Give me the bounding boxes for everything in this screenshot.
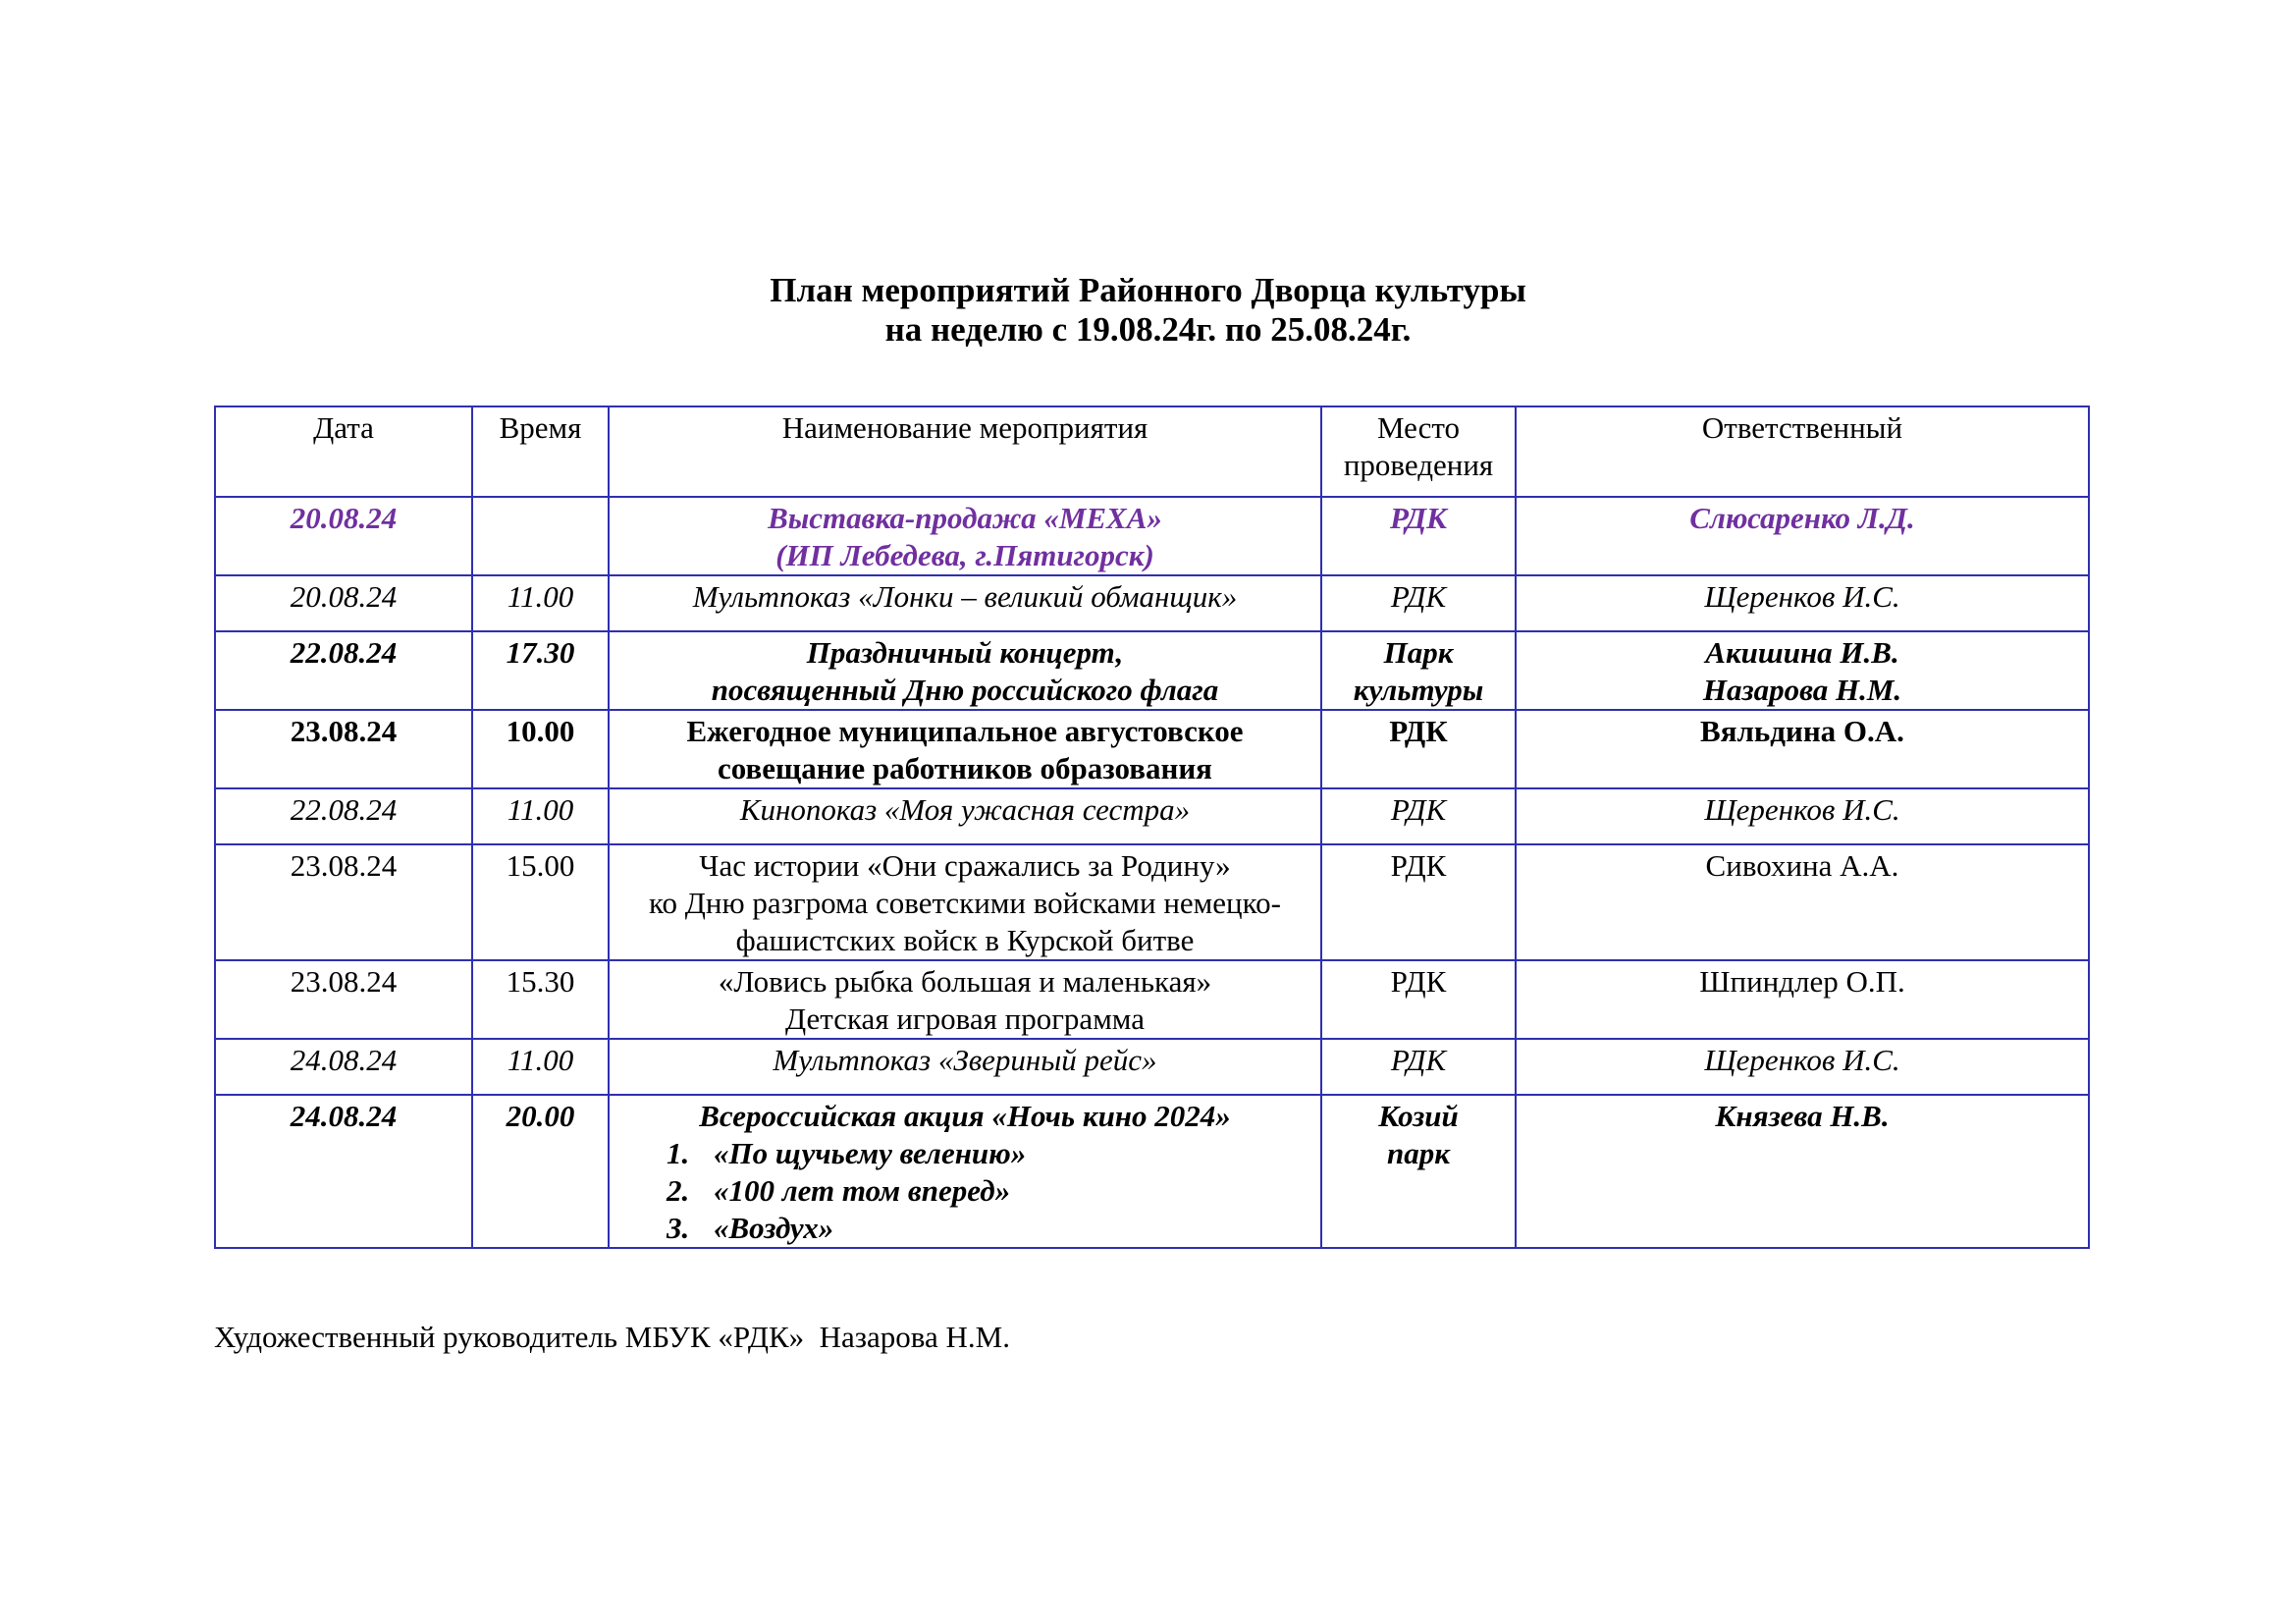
cell-event-name-line: ко Дню разгрома советскими войсками немецко- bbox=[649, 886, 1281, 920]
cell-time: 20.00 bbox=[472, 1095, 609, 1248]
cell-event-name-line: Ежегодное муниципальное августовское bbox=[686, 714, 1244, 748]
cell-responsible-line: Слюсаренко Л.Д. bbox=[1689, 501, 1915, 535]
cell-place-line: Козий bbox=[1378, 1099, 1459, 1133]
cell-date: 22.08.24 bbox=[215, 631, 472, 710]
cell-event-name-line: совещание работников образования bbox=[718, 751, 1212, 785]
cell-responsible-line: Щеренков И.С. bbox=[1704, 792, 1900, 827]
footer-signature: Художественный руководитель МБУК «РДК» Назарова Н.М. bbox=[214, 1320, 1010, 1354]
header-responsible: Ответственный bbox=[1516, 406, 2089, 497]
cell-place-line: Парк bbox=[1383, 635, 1454, 670]
cell-event-name-line: Мультпоказ «Лонки – великий обманщик» bbox=[692, 579, 1238, 614]
cell-place bbox=[1321, 497, 1516, 575]
cell-event-name bbox=[609, 575, 1321, 631]
cell-place-line: РДК bbox=[1389, 714, 1448, 748]
cell-responsible bbox=[1516, 1095, 2089, 1248]
header-place bbox=[1321, 406, 1516, 497]
cell-date: 24.08.24 bbox=[215, 1095, 472, 1248]
cell-responsible bbox=[1516, 631, 2089, 710]
cell-place-line: РДК bbox=[1389, 501, 1448, 535]
cell-event-name-line: Всероссийская акция «Ночь кино 2024» bbox=[699, 1099, 1231, 1133]
cell-responsible-line: Акишина И.В. bbox=[1705, 635, 1899, 670]
cell-date: 23.08.24 bbox=[215, 844, 472, 960]
list-item-text: «100 лет том вперед» bbox=[714, 1173, 1011, 1208]
cell-time bbox=[472, 497, 609, 575]
cell-responsible-line: Князева Н.В. bbox=[1715, 1099, 1890, 1133]
cell-responsible-line: Вяльдина О.А. bbox=[1700, 714, 1904, 748]
cell-event-name bbox=[609, 1095, 1321, 1248]
cell-place-line: РДК bbox=[1390, 792, 1447, 827]
cell-responsible bbox=[1516, 710, 2089, 788]
cell-event-name bbox=[609, 497, 1321, 575]
cell-time: 11.00 bbox=[472, 788, 609, 844]
list-item bbox=[615, 1135, 1314, 1172]
cell-event-name bbox=[609, 788, 1321, 844]
cell-place bbox=[1321, 1039, 1516, 1095]
cell-time: 11.00 bbox=[472, 1039, 609, 1095]
cell-responsible bbox=[1516, 844, 2089, 960]
cell-event-name-line: Мультпоказ «Звериный рейс» bbox=[773, 1043, 1157, 1077]
list-item-number: 1. bbox=[667, 1136, 690, 1170]
cell-event-name bbox=[609, 710, 1321, 788]
cell-event-name-line: Детская игровая программа bbox=[785, 1001, 1145, 1036]
cell-responsible bbox=[1516, 1039, 2089, 1095]
table-row bbox=[215, 788, 2089, 844]
events-table bbox=[214, 406, 2090, 1249]
header-time: Время bbox=[472, 406, 609, 497]
table-row bbox=[215, 1095, 2089, 1248]
cell-place bbox=[1321, 575, 1516, 631]
cell-event-name-line: Кинопоказ «Моя ужасная сестра» bbox=[739, 792, 1191, 827]
cell-event-name-line: фашистских войск в Курской битве bbox=[735, 923, 1195, 957]
cell-place-line: культуры bbox=[1353, 673, 1484, 707]
cell-responsible-line: Сивохина А.А. bbox=[1705, 848, 1899, 883]
table-row bbox=[215, 575, 2089, 631]
header-place-line-2: проведения bbox=[1343, 448, 1494, 482]
cell-place-line: РДК bbox=[1390, 848, 1447, 883]
cell-responsible bbox=[1516, 575, 2089, 631]
list-item-number: 3. bbox=[667, 1211, 690, 1245]
list-item-text: «Воздух» bbox=[714, 1211, 834, 1245]
list-item-text: «По щучьему велению» bbox=[714, 1136, 1027, 1170]
cell-place-line: РДК bbox=[1390, 964, 1447, 999]
header-row bbox=[215, 406, 2089, 497]
cell-event-name-line: (ИП Лебедева, г.Пятигорск) bbox=[775, 538, 1154, 572]
table-row bbox=[215, 844, 2089, 960]
table-row bbox=[215, 1039, 2089, 1095]
cell-date: 24.08.24 bbox=[215, 1039, 472, 1095]
cell-date: 20.08.24 bbox=[215, 497, 472, 575]
cell-place bbox=[1321, 960, 1516, 1039]
cell-responsible bbox=[1516, 788, 2089, 844]
cell-date: 22.08.24 bbox=[215, 788, 472, 844]
list-item bbox=[615, 1210, 1314, 1247]
cell-date: 23.08.24 bbox=[215, 960, 472, 1039]
cell-place bbox=[1321, 1095, 1516, 1248]
table-row bbox=[215, 960, 2089, 1039]
cell-date: 23.08.24 bbox=[215, 710, 472, 788]
list-item bbox=[615, 1172, 1314, 1210]
cell-event-name bbox=[609, 1039, 1321, 1095]
cell-time: 10.00 bbox=[472, 710, 609, 788]
cell-responsible bbox=[1516, 960, 2089, 1039]
cell-place bbox=[1321, 844, 1516, 960]
cell-time: 15.30 bbox=[472, 960, 609, 1039]
cell-responsible-line: Шпиндлер О.П. bbox=[1699, 964, 1905, 999]
cell-place-line: парк bbox=[1387, 1136, 1450, 1170]
cell-place bbox=[1321, 710, 1516, 788]
list-item-number: 2. bbox=[667, 1173, 690, 1208]
cell-event-name-line: Праздничный концерт, bbox=[806, 635, 1124, 670]
cell-time: 17.30 bbox=[472, 631, 609, 710]
cell-event-name-line: Час истории «Они сражались за Родину» bbox=[699, 848, 1231, 883]
cell-place-line: РДК bbox=[1390, 1043, 1447, 1077]
cell-event-name bbox=[609, 844, 1321, 960]
cell-date: 20.08.24 bbox=[215, 575, 472, 631]
cell-time: 15.00 bbox=[472, 844, 609, 960]
header-date: Дата bbox=[215, 406, 472, 497]
cell-time: 11.00 bbox=[472, 575, 609, 631]
cell-event-name-line: Выставка-продажа «МЕХА» bbox=[768, 501, 1162, 535]
cell-responsible-line: Щеренков И.С. bbox=[1704, 579, 1900, 614]
table-row bbox=[215, 631, 2089, 710]
cell-place bbox=[1321, 788, 1516, 844]
header-name: Наименование мероприятия bbox=[609, 406, 1321, 497]
cell-event-name bbox=[609, 960, 1321, 1039]
cell-responsible bbox=[1516, 497, 2089, 575]
table-row bbox=[215, 710, 2089, 788]
table-row bbox=[215, 497, 2089, 575]
cell-event-name bbox=[609, 631, 1321, 710]
document-title bbox=[0, 271, 2296, 350]
cell-responsible-line: Назарова Н.М. bbox=[1702, 673, 1902, 707]
cell-place-line: РДК bbox=[1390, 579, 1447, 614]
cell-event-name-line: посвященный Дню российского флага bbox=[711, 673, 1219, 707]
title-line-2: на неделю с 19.08.24г. по 25.08.24г. bbox=[884, 310, 1412, 349]
cell-event-name-line: «Ловись рыбка большая и маленькая» bbox=[718, 964, 1212, 999]
title-line-1: План мероприятий Районного Дворца культуры bbox=[770, 271, 1526, 309]
cell-responsible-line: Щеренков И.С. bbox=[1704, 1043, 1900, 1077]
cell-place bbox=[1321, 631, 1516, 710]
header-place-line-1: Место bbox=[1376, 410, 1461, 445]
